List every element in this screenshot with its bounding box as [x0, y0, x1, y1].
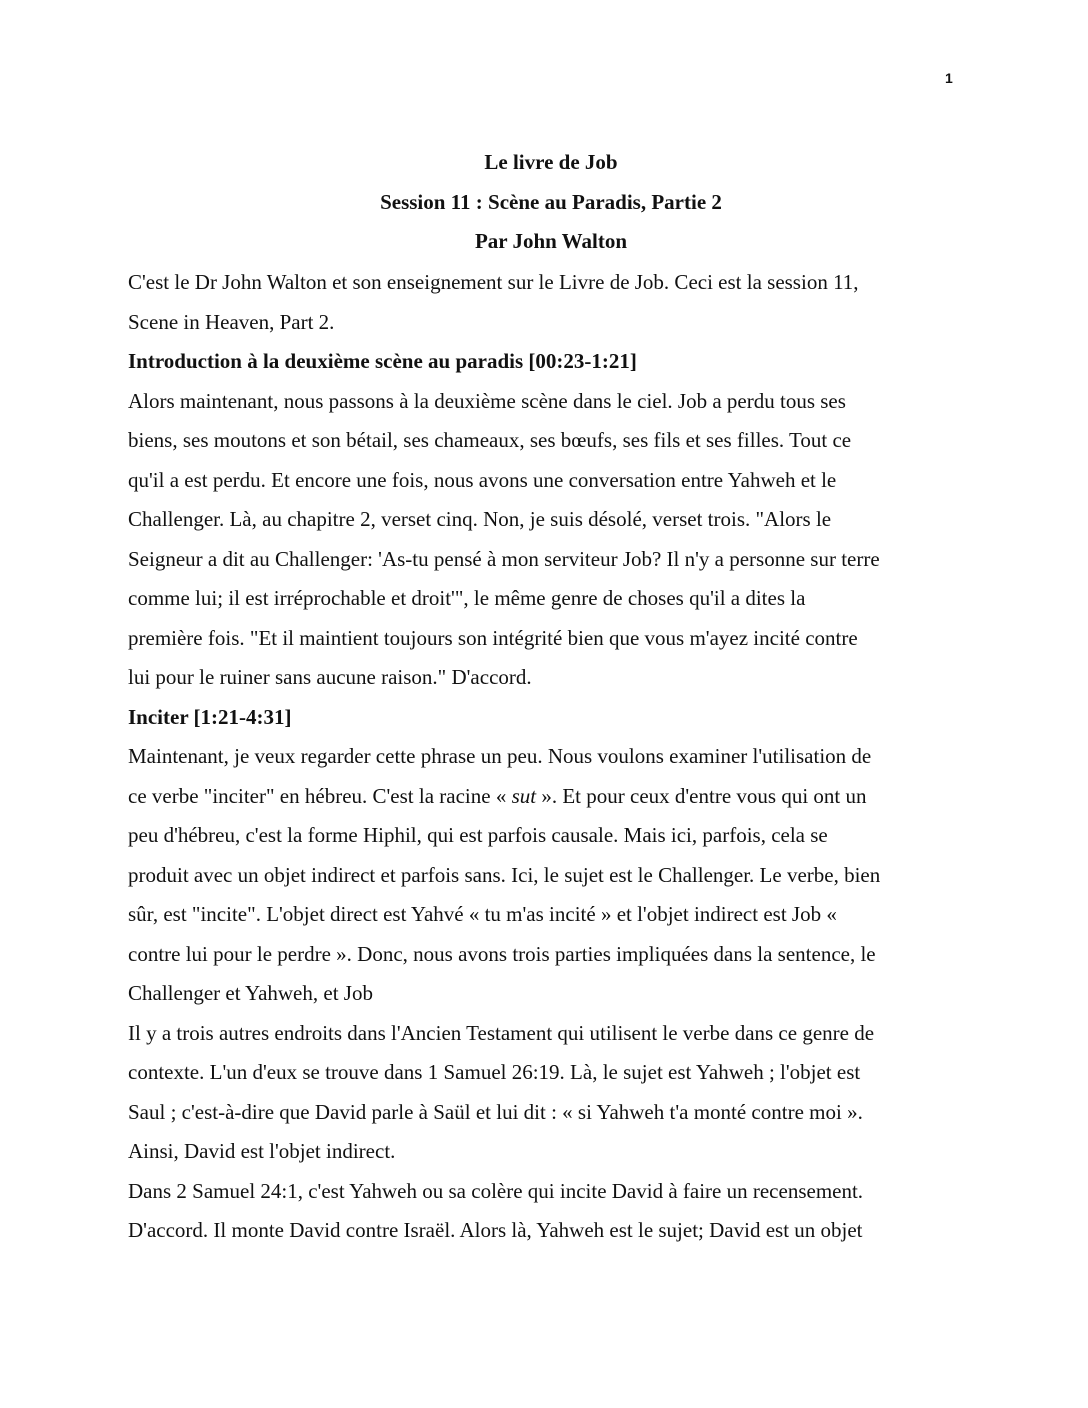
section-heading: Introduction à la deuxième scène au paradis [00:23-1:21] [128, 349, 637, 373]
text-line: contexte. L'un d'eux se trouve dans 1 Samuel 26:19. Là, le sujet est Yahweh ; l'objet est [128, 1060, 861, 1084]
page-number: 1 [945, 70, 953, 86]
text-line: Challenger. Là, au chapitre 2, verset cinq. Non, je suis désolé, verset trois. "Alors le [128, 507, 832, 531]
document-title: Le livre de Job [484, 150, 618, 174]
text-line [128, 777, 968, 817]
text-line: comme lui; il est irréprochable et droit'", le même genre de choses qu'il a dites la [128, 586, 806, 610]
text-line: Alors maintenant, nous passons à la deuxième scène dans le ciel. Job a perdu tous ses [128, 388, 846, 413]
text-line: produit avec un objet indirect et parfois sans. Ici, le sujet est le Challenger. Le verbe, bien [128, 862, 881, 887]
text-line: sûr, est "incite". L'objet direct est Yahvé « tu m'as incité » et l'objet indirect est Job « [128, 902, 837, 926]
session-title: Session 11 : Scène au Paradis, Partie 2 [380, 189, 722, 214]
text-line: peu d'hébreu, c'est la forme Hiphil, qui est parfois causale. Mais ici, parfois, cela se [128, 823, 828, 847]
text-segment: ce verbe "inciter" en hébreu. C'est la racine « [128, 783, 512, 808]
text-line: Dans 2 Samuel 24:1, c'est Yahweh ou sa colère qui incite David à faire un recensement. [128, 1178, 864, 1203]
text-line: Saul ; c'est-à-dire que David parle à Saül et lui dit : « si Yahweh t'a monté contre moi ». [128, 1099, 863, 1124]
text-line: qu'il a est perdu. Et encore une fois, nous avons une conversation entre Yahweh et le [128, 467, 837, 492]
text-line: Il y a trois autres endroits dans l'Ancien Testament qui utilisent le verbe dans ce genre de [128, 1020, 875, 1045]
section-heading: Inciter [1:21-4:31] [128, 704, 292, 729]
text-line: Maintenant, je veux regarder cette phrase un peu. Nous voulons examiner l'utilisation de [128, 744, 872, 768]
text-line: Seigneur a dit au Challenger: 'As-tu pensé à mon serviteur Job? Il n'y a personne sur terre [128, 546, 880, 571]
text-line: première fois. "Et il maintient toujours son intégrité bien que vous m'ayez incité contre [128, 625, 858, 650]
text-line: D'accord. Il monte David contre Israël. Alors là, Yahweh est le sujet; David est un objet [128, 1218, 863, 1242]
document-body [128, 263, 968, 1251]
text-line: contre lui pour le perdre ». Donc, nous avons trois parties impliquées dans la sentence, le [128, 941, 876, 966]
text-line: C'est le Dr John Walton et son enseignement sur le Livre de Job. Ceci est la session 11, [128, 270, 859, 294]
text-line: Challenger et Yahweh, et Job [128, 981, 373, 1005]
text-line: biens, ses moutons et son bétail, ses chameaux, ses bœufs, ses fils et ses filles. Tout ce [128, 428, 852, 452]
text-line: lui pour le ruiner sans aucune raison." D'accord. [128, 665, 532, 689]
text-segment: ». Et pour ceux d'entre vous qui ont un [536, 783, 867, 808]
text-line: Scene in Heaven, Part 2. [128, 309, 335, 334]
title-block [0, 143, 1088, 262]
text-line: Ainsi, David est l'objet indirect. [128, 1139, 396, 1163]
italic-term: sut [511, 783, 537, 808]
author-line: Par John Walton [474, 229, 628, 253]
